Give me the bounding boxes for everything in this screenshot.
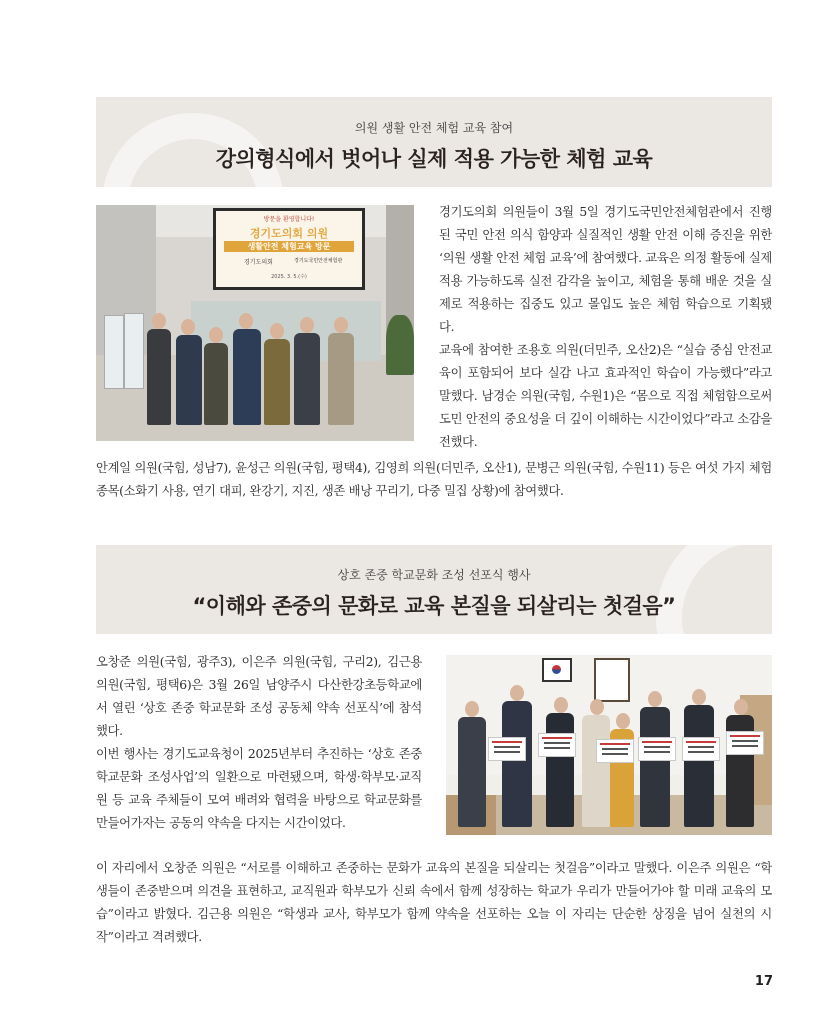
person bbox=[684, 705, 714, 827]
person bbox=[204, 343, 228, 425]
section2-body-bottom bbox=[96, 857, 772, 949]
screen-date: 2025. 3. 5.(수) bbox=[271, 274, 307, 280]
screen-line3: 생활안전 체험교육 방문 bbox=[224, 241, 354, 252]
screen-logo2: 경기도국민안전체험관 bbox=[294, 258, 343, 264]
plant bbox=[386, 315, 414, 375]
screen-logo: 경기도의회 bbox=[244, 259, 273, 266]
person bbox=[328, 333, 354, 425]
person-head bbox=[334, 317, 348, 333]
person bbox=[294, 333, 320, 425]
person-head bbox=[239, 313, 253, 329]
person-head bbox=[510, 685, 524, 701]
section2-headline: “이해와 존중의 문화로 교육 본질을 되살리는 첫걸음” bbox=[192, 594, 676, 618]
section1-paragraph-2: 교육에 참여한 조용호 의원(더민주, 오산2)은 “실습 중심 안전교육이 포함되어 보다 실감 나고 효과적인 학습이 가능했다”라고 말했다. 남경순 의원(국힘, 수원1)은 “몸으로 직접 체험함으로써 도민 안전의 중요성을 더 깊이 이해하는 시간이었다”라고 소감을 전했다. bbox=[439, 343, 772, 449]
section2-subtitle: 상호 존중 학교문화 조성 선포식 행사 bbox=[337, 568, 531, 582]
person-head bbox=[616, 713, 630, 729]
person-head bbox=[465, 701, 479, 717]
pledge-sign bbox=[726, 731, 764, 755]
section1-paragraph-3: 안계일 의원(국힘, 성남7), 윤성근 의원(국힘, 평택4), 김영희 의원(더민주, 오산1), 문병근 의원(국힘, 수원11) 등은 여섯 가지 체험 종목(소화기 사용, 연기 대피, 완강기, 지진, 생존 배낭 꾸리기, 다중 밀집 상황)에 참여했다. bbox=[96, 461, 772, 498]
display-panel bbox=[124, 313, 144, 389]
person-head bbox=[270, 323, 284, 339]
wall-certificate bbox=[594, 658, 630, 702]
section2-photo bbox=[446, 655, 772, 835]
person-head bbox=[648, 691, 662, 707]
person-head bbox=[209, 327, 223, 343]
person-head bbox=[152, 313, 166, 329]
pledge-sign bbox=[682, 737, 720, 761]
section1-photo bbox=[96, 205, 414, 441]
screen-line1: 방문을 환영합니다! bbox=[263, 216, 315, 223]
pledge-sign bbox=[638, 737, 676, 761]
section2-banner bbox=[96, 545, 772, 634]
section1-subtitle: 의원 생활 안전 체험 교육 참여 bbox=[354, 121, 514, 135]
pledge-sign bbox=[488, 737, 526, 761]
section1-banner bbox=[96, 97, 772, 187]
person bbox=[264, 339, 290, 425]
flag-frame bbox=[542, 658, 572, 682]
person-head bbox=[181, 319, 195, 335]
welcome-screen bbox=[213, 208, 365, 290]
person-head bbox=[734, 699, 748, 715]
person bbox=[233, 329, 261, 425]
person-head bbox=[554, 697, 568, 713]
section1-headline: 강의형식에서 벗어나 실제 적용 가능한 체험 교육 bbox=[215, 147, 653, 171]
page-number: 17 bbox=[754, 974, 773, 989]
person bbox=[582, 715, 610, 827]
flag-emblem bbox=[552, 665, 561, 674]
pledge-sign bbox=[596, 739, 634, 763]
section1-body-right bbox=[439, 201, 772, 454]
person bbox=[176, 335, 202, 425]
person bbox=[502, 701, 532, 827]
section2-paragraph-3: 이 자리에서 오창준 의원은 “서로를 이해하고 존중하는 문화가 교육의 본질을 되살리는 첫걸음”이라고 말했다. 이은주 의원은 “학생들이 존중받으며 의견을 표현하고, 교직원과 학부모가 신뢰 속에서 함께 성장하는 학교가 우리가 만들어가야 할 미래 교육의 모습”이라고 밝혔다. 김근용 의원은 “학생과 교사, 학부모가 함께 약속을 선포하는 오늘 이 자리는 단순한 상징을 넘어 실천의 시작”이라고 격려했다. bbox=[96, 861, 772, 944]
person bbox=[458, 717, 486, 827]
person-head bbox=[300, 317, 314, 333]
section2-body-left bbox=[96, 651, 422, 835]
section2-paragraph-1: 오창준 의원(국힘, 광주3), 이은주 의원(국힘, 구리2), 김근용 의원(국힘, 평택6)은 3월 26일 남양주시 다산한강초등학교에서 열린 ‘상호 존중 학교문화 조성 공동체 약속 선포식’에 참석했다. bbox=[96, 655, 422, 738]
person bbox=[147, 329, 171, 425]
display-panel bbox=[104, 315, 124, 389]
person-head bbox=[692, 689, 706, 705]
person bbox=[640, 707, 670, 827]
person bbox=[546, 713, 574, 827]
person-head bbox=[590, 699, 604, 715]
section1-paragraph-1: 경기도의회 의원들이 3월 5일 경기도국민안전체험관에서 진행된 국민 안전 의식 함양과 실질적인 생활 안전 이해 증진을 위한 ‘의원 생활 안전 체험 교육’에 참여했다. 교육은 의정 활동에 실제 적용 가능하도록 실전 감각을 높이고, 체험을 통해 배운 것을 실제로 적용하는 집중도 있고 몰입도 높은 체험 학습으로 기획됐다. bbox=[439, 205, 772, 334]
section2-paragraph-2: 이번 행사는 경기도교육청이 2025년부터 추진하는 ‘상호 존중 학교문화 조성사업’의 일환으로 마련됐으며, 학생·학부모·교직원 등 교육 주체들이 모여 배려와 협력을 바탕으로 학교문화를 만들어가자는 공동의 약속을 다지는 시간이었다. bbox=[96, 747, 422, 830]
screen-line2: 경기도의회 의원 bbox=[249, 227, 329, 240]
pledge-sign bbox=[538, 733, 576, 757]
section1-body-bottom bbox=[96, 457, 772, 503]
